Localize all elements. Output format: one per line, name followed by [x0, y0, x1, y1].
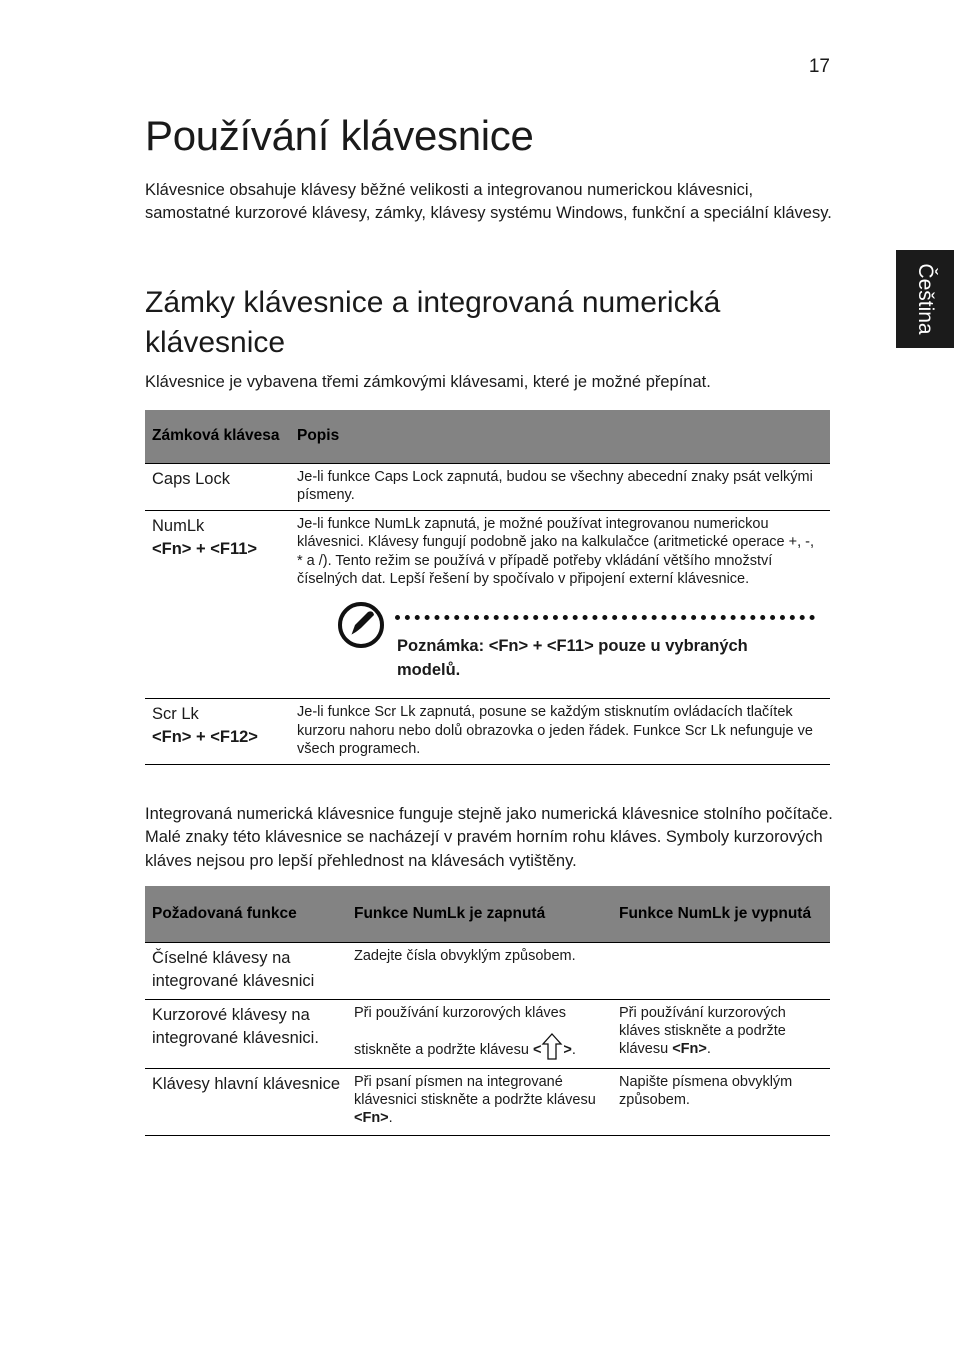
table-row: [145, 999, 830, 1068]
numlk-on-cell: [347, 1068, 612, 1135]
lock-key-description: Je-li funkce Scr Lk zapnutá, posune se každým stisknutím ovládacích tlačítek kurzoru nahoru nebo dolů obrazovka o jeden řádek. Funkce Scr Lk nefunguje ve všech programech.: [290, 699, 830, 765]
numpad-header-function: Požadovaná funkce: [145, 886, 347, 942]
lock-keys-table: [145, 410, 830, 765]
lock-key-combo: <Fn> + <F12>: [152, 728, 258, 747]
table-row: [145, 463, 830, 511]
lock-key-description: Je-li funkce NumLk zapnutá, je možné používat integrovanou numerickou klávesnici. Klávesy fungují podobně jako na kalkulačce (aritmetické operace +, -, * a /). Tento režim se používá v případě potřeby vkládání většího množství číselných dat. Lepší řešení by spočívalo v připojení externí klávesnice.: [297, 516, 815, 587]
numpad-table: [145, 886, 830, 1136]
numlk-off-cell: [612, 942, 830, 999]
numpad-header-on: Funkce NumLk je zapnutá: [347, 886, 612, 942]
lock-key-description: Je-li funkce Caps Lock zapnutá, budou se všechny abecední znaky psát velkými písmeny.: [290, 463, 830, 511]
sentence-end: .: [571, 1041, 576, 1058]
lock-key-name: Caps Lock: [152, 469, 230, 488]
key-close-bracket: >: [563, 1041, 572, 1058]
function-cell: Klávesy hlavní klávesnice: [145, 1068, 347, 1135]
numlk-off-cell: [612, 999, 830, 1068]
lock-key-combo: <Fn> + <F11>: [152, 540, 258, 559]
numlk-on-cell: [347, 999, 612, 1068]
numlk-off-cell: Napište písmena obvyklým způsobem.: [612, 1068, 830, 1135]
note-pen-icon: [337, 601, 385, 649]
numlk-on-line-1: Při používání kurzorových kláves: [354, 1004, 566, 1021]
page-number: 17: [808, 56, 830, 77]
note-box: [297, 588, 823, 692]
lock-key-name: NumLk: [152, 517, 205, 536]
lock-table-header-desc: Popis: [290, 410, 830, 463]
page-title: Používání klávesnice: [145, 112, 534, 159]
numlk-off-text: Při používání kurzorových kláves stiskněte a podržte klávesu: [619, 1004, 786, 1058]
lock-table-header-key: Zámková klávesa: [145, 410, 290, 463]
numlk-on-line-2: [354, 1032, 605, 1062]
numpad-header-off: Funkce NumLk je vypnutá: [612, 886, 830, 942]
section-intro: Klávesnice je vybavena třemi zámkovými klávesami, které je možné přepínat.: [145, 373, 711, 391]
language-tab: [896, 250, 954, 348]
sentence-end: .: [706, 1041, 711, 1058]
sentence-end: .: [388, 1110, 393, 1127]
lock-key-name: Scr Lk: [152, 705, 199, 724]
table-row: [145, 1068, 830, 1135]
note-divider: [395, 615, 815, 620]
numlk-on-cell: Zadejte čísla obvyklým způsobem.: [347, 942, 612, 999]
table-row: [145, 699, 830, 765]
note-text: Poznámka: <Fn> + <F11> pouze u vybraných modelů.: [397, 637, 748, 679]
key-open-bracket: <: [532, 1041, 542, 1058]
table-row: [145, 511, 830, 699]
function-cell: Číselné klávesy na integrované klávesnici: [145, 942, 347, 999]
table-row: [145, 942, 830, 999]
shift-arrow-icon: [541, 1032, 563, 1062]
numlk-on-text: Při psaní písmen na integrované klávesnici stiskněte a podržte klávesu: [354, 1073, 596, 1109]
numpad-intro: Integrovaná numerická klávesnice funguje stejně jako numerická klávesnice stolního počítače. Malé znaky této klávesnice se nacházejí v pravém horním rohu kláves. Symboly kurzorových kláves nejsou pro lepší přehlednost na klávesách vytištěny.: [145, 805, 833, 870]
fn-key-label: <Fn>: [672, 1041, 707, 1058]
section-title: Zámky klávesnice a integrovaná numerická klávesnice: [145, 286, 721, 359]
language-tab-label: Čeština: [914, 263, 937, 335]
intro-paragraph: Klávesnice obsahuje klávesy běžné velikosti a integrovanou numerickou klávesnici, samostatné kurzorové klávesy, zámky, klávesy systému Windows, funkční a speciální klávesy.: [145, 181, 832, 223]
fn-key-label: <Fn>: [354, 1110, 389, 1127]
function-cell: Kurzorové klávesy na integrované klávesnici.: [145, 999, 347, 1068]
numlk-on-text: stiskněte a podržte klávesu: [354, 1041, 533, 1058]
